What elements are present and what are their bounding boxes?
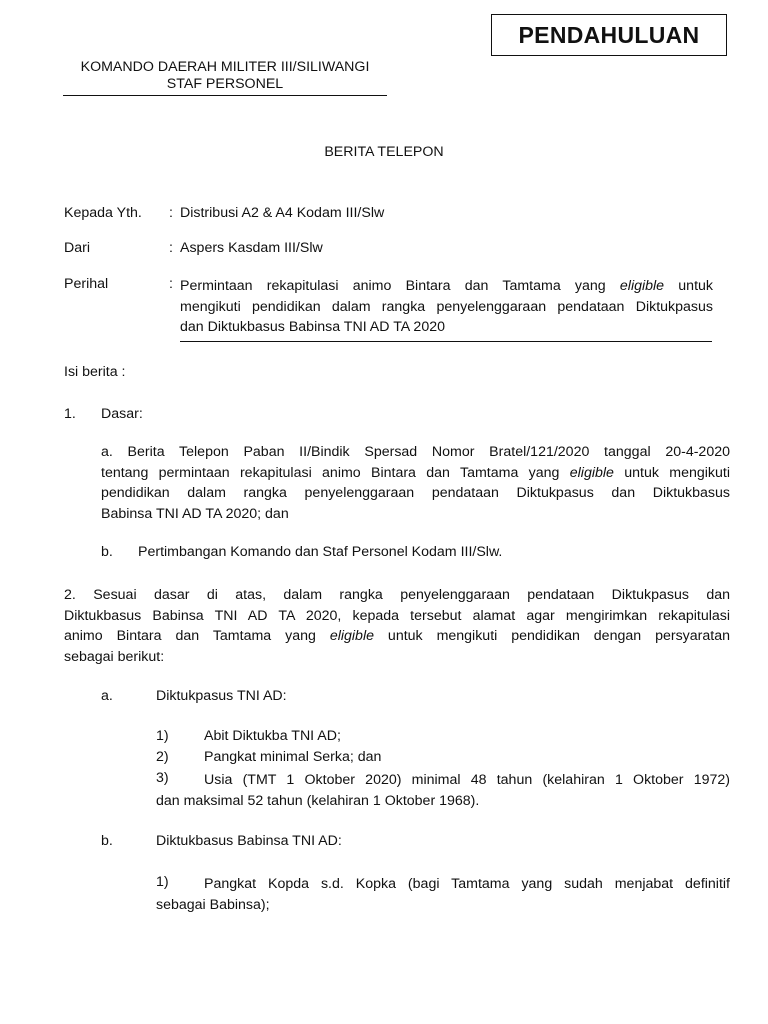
dasar-a-eligible: eligible xyxy=(569,464,614,481)
dasar-a-line-3: pendidikan dalam rangka penyelenggaraan pendataan Diktukpasus dan Diktukbasus xyxy=(101,485,730,501)
dasar-a-line-1: a. Berita Telepon Paban II/Bindik Spersad Nomor Bratel/121/2020 tanggal 20-4-2020 xyxy=(101,444,730,460)
para2-eligible: eligible xyxy=(329,628,374,644)
dasar-number: 1. xyxy=(64,406,76,422)
section-a-item-2-text: Pangkat minimal Serka; dan xyxy=(204,749,382,765)
isi-berita-label: Isi berita : xyxy=(64,364,126,380)
dasar-a-text: untuk mengikuti xyxy=(613,464,731,481)
perihal-text: Permintaan rekapitulasi animo Bintara dan Tamtama yang xyxy=(180,278,620,294)
dari-label: Dari xyxy=(64,240,91,256)
para2-text: animo Bintara dan Tamtama yang xyxy=(64,628,330,644)
section-a-item-1-num: 1) xyxy=(156,728,169,744)
para2-line-4: sebagai berikut: xyxy=(64,648,165,665)
kepada-colon: : xyxy=(169,205,173,221)
org-name: KOMANDO DAERAH MILITER III/SILIWANGI xyxy=(80,59,370,75)
perihal-underline xyxy=(180,341,712,342)
document-title: BERITA TELEPON xyxy=(324,144,444,160)
perihal-eligible: eligible xyxy=(619,278,665,294)
para2-text: untuk mengikuti pendidikan dengan persyaratan xyxy=(373,628,730,644)
document-class-badge: PENDAHULUAN xyxy=(491,14,727,56)
dasar-a-line-4: Babinsa TNI AD TA 2020; dan xyxy=(101,505,289,522)
dasar-a-text: tentang permintaan rekapitulasi animo Bintara dan Tamtama yang xyxy=(101,464,570,481)
dasar-a-line-2 xyxy=(101,463,730,484)
perihal-colon: : xyxy=(169,276,173,292)
paragraph-2 xyxy=(64,585,730,667)
section-a-item-3 xyxy=(156,770,730,811)
perihal-line-1 xyxy=(180,276,713,297)
kepada-label: Kepada Yth. xyxy=(64,205,142,221)
section-b-letter: b. xyxy=(101,833,113,849)
perihal-label: Perihal xyxy=(64,276,109,292)
section-b-item-1-line-2: sebagai Babinsa); xyxy=(156,896,270,913)
dasar-item-a xyxy=(101,442,730,524)
dasar-label: Dasar: xyxy=(101,406,143,422)
perihal-value xyxy=(180,276,713,338)
section-b-item-1-line-1: Pangkat Kopda s.d. Kopka (bagi Tamtama yang sudah menjabat definitif xyxy=(204,876,730,892)
para2-line-2: Diktukbasus Babinsa TNI AD TA 2020, kepada tersebut alamat agar mengirimkan rekapitulasi xyxy=(64,607,730,624)
section-a-item-3-line-2: dan maksimal 52 tahun (kelahiran 1 Oktober 1968). xyxy=(156,792,480,809)
section-b-item-1 xyxy=(156,874,730,915)
section-b-title: Diktukbasus Babinsa TNI AD: xyxy=(156,833,342,849)
section-a-item-3-num: 3) xyxy=(156,770,169,786)
perihal-line-2: mengikuti pendidikan dalam rangka penyelenggaraan pendataan Diktukpasus xyxy=(180,298,713,315)
dasar-b-text: Pertimbangan Komando dan Staf Personel Kodam III/Slw. xyxy=(138,544,503,560)
section-a-title: Diktukpasus TNI AD: xyxy=(156,688,287,704)
issuing-organization xyxy=(62,59,388,93)
para2-line-3 xyxy=(64,626,730,647)
para2-line-1: 2. Sesuai dasar di atas, dalam rangka penyelenggaraan pendataan Diktukpasus dan xyxy=(64,587,730,603)
kepada-value: Distribusi A2 & A4 Kodam III/Slw xyxy=(180,205,385,221)
dari-value: Aspers Kasdam III/Slw xyxy=(180,240,323,256)
section-b-item-1-num: 1) xyxy=(156,874,169,890)
perihal-line-3: dan Diktukbasus Babinsa TNI AD TA 2020 xyxy=(180,319,445,335)
org-underline xyxy=(63,95,387,96)
section-a-item-3-line-1: Usia (TMT 1 Oktober 2020) minimal 48 tahun (kelahiran 1 Oktober 1972) xyxy=(204,772,730,788)
section-a-letter: a. xyxy=(101,688,113,704)
org-unit: STAF PERSONEL xyxy=(166,76,284,92)
dasar-b-letter: b. xyxy=(101,544,113,560)
section-a-item-2-num: 2) xyxy=(156,749,169,765)
perihal-text: untuk xyxy=(664,278,713,294)
dari-colon: : xyxy=(169,240,173,256)
section-a-item-1-text: Abit Diktukba TNI AD; xyxy=(204,728,341,744)
